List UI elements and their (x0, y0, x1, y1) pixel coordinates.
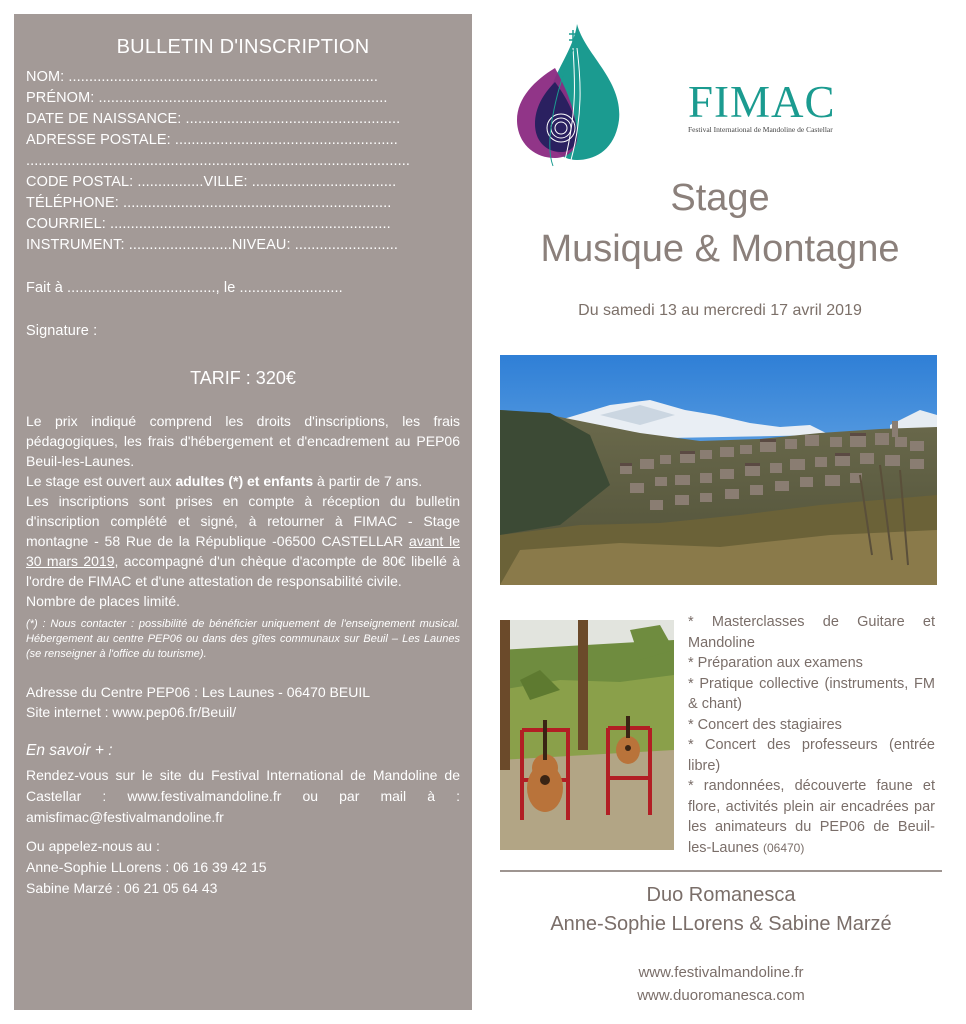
price-info: Le prix indiqué comprend les droits d'inscriptions, les frais pédagogiques, les frais d'hébergement et d'encadrement au PEP06 Beuil-les-Launes. (26, 413, 460, 469)
feature-item: * Concert des professeurs (entrée libre) (688, 737, 935, 774)
form-title: BULLETIN D'INSCRIPTION (116, 36, 370, 58)
field-telephone: TÉLÉPHONE: ................................................................. (26, 195, 392, 211)
features-list (688, 612, 935, 858)
duo-members: Anne-Sophie LLorens & Sabine Marzé (550, 913, 892, 935)
fimac-logo-icon (515, 20, 625, 170)
field-adresse: ADRESSE POSTALE: ...................................................... (26, 132, 398, 148)
field-signature: Signature : (26, 323, 98, 339)
website-duo[interactable]: www.duoromanesca.com (637, 987, 805, 1004)
limited-places: Nombre de places limité. (26, 593, 181, 609)
contact-phones: Ou appelez-nous au : Anne-Sophie LLorens : 06 16 39 42 15 Sabine Marzé : 06 21 05 64 43 (26, 838, 267, 896)
event-dates: Du samedi 13 au mercredi 17 avril 2019 (578, 302, 862, 319)
audience-info: Le stage est ouvert aux adultes (*) et enfants à partir de 7 ans. (26, 473, 423, 489)
feature-item: * randonnées, découverte faune et flore, activités plein air encadrées par les animateurs du PEP06 de Beuil-les-Launes (06470) (688, 778, 935, 856)
fimac-brand-subtitle: Festival International de Mandoline de Castellar (688, 125, 833, 134)
field-code-postal-ville: CODE POSTAL: ................VILLE: ................................... (26, 174, 397, 190)
feature-item: * Masterclasses de Guitare et Mandoline (688, 614, 935, 651)
footnote: (*) : Nous contacter : possibilité de bénéficier uniquement de l'enseignement musical. Hébergement au centre PEP06 ou dans des gîtes communaux sur Beuil – Les Launes (se renseigner à l'office du tourisme). (26, 618, 460, 660)
feature-item: * Préparation aux examens (688, 655, 863, 671)
tarif: TARIF : 320€ (190, 368, 296, 388)
field-adresse-line2: ............................................................................................. (26, 153, 410, 169)
section-divider (500, 870, 942, 872)
fimac-brand-name: FIMAC (688, 77, 836, 127)
registration-info: Les inscriptions sont prises en compte à réception du bulletin d'inscription complété et signé, à retourner à FIMAC - Stage montagne - 58 Rue de la République -06500 CASTELLAR avant le 30 mars 2019, accompagné d'un chèque d'acompte de 80€ libellé à l'ordre de FIMAC et d'une attestation de responsabilité civile. (26, 493, 460, 589)
field-courriel: COURRIEL: .................................................................... (26, 216, 391, 232)
field-nom: NOM: ........................................................................... (26, 69, 379, 85)
field-prenom: PRÉNOM: ...................................................................... (26, 90, 388, 106)
field-instrument-niveau: INSTRUMENT: .........................NIVEAU: ......................... (26, 237, 398, 253)
centre-address: Adresse du Centre PEP06 : Les Launes - 06470 BEUIL Site internet : www.pep06.fr/Beuil/ (26, 684, 370, 720)
duo-name: Duo Romanesca (646, 884, 796, 906)
field-date-naissance: DATE DE NAISSANCE: .................................................... (26, 111, 401, 127)
village-mountain-photo (500, 355, 937, 585)
website-festival[interactable]: www.festivalmandoline.fr (638, 964, 804, 981)
event-title-line1: Stage (670, 177, 770, 219)
know-more-text: Rendez-vous sur le site du Festival International de Mandoline de Castellar : www.festivalmandoline.fr ou par mail à : amisfimac@festivalmandoline.fr (26, 767, 460, 825)
know-more-heading: En savoir + : (26, 742, 113, 759)
field-fait-a: Fait à ...................................., le ......................... (26, 280, 343, 296)
event-title-line2: Musique & Montagne (540, 228, 900, 270)
registration-form-panel (14, 14, 472, 1010)
feature-item: * Pratique collective (instruments, FM & chant) (688, 675, 935, 712)
chairs-instruments-photo (500, 620, 674, 850)
feature-item: * Concert des stagiaires (688, 716, 842, 733)
